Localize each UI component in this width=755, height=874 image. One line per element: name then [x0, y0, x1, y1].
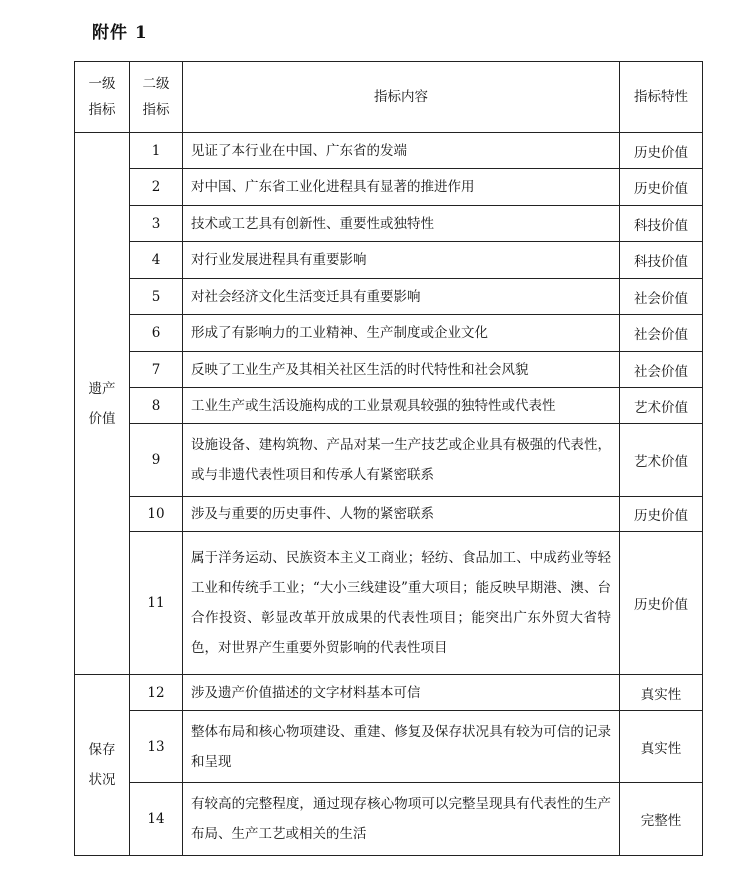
row-content: 形成了有影响力的工业精神、生产制度或企业文化 — [183, 315, 620, 352]
header-level1: 一级 指标 — [75, 62, 130, 133]
row-content: 属于洋务运动、民族资本主义工商业；轻纺、食品加工、中成药业等轻工业和传统手工业；“大小三线建设”重大项目；能反映早期港、澳、台合作投资、彰显改革开放成果的代表性项目；能突出广东外贸大省特色，对世界产生重要外贸影响的代表性项目 — [183, 532, 620, 675]
row-content: 整体布局和核心物项建设、重建、修复及保存状况具有较为可信的记录和呈现 — [183, 711, 620, 783]
row-content: 工业生产或生活设施构成的工业景观具较强的独特性或代表性 — [183, 388, 620, 424]
row-characteristic: 科技价值 — [620, 242, 703, 279]
table-row — [75, 242, 703, 279]
row-content: 设施设备、建构筑物、产品对某一生产技艺或企业具有极强的代表性，或与非遗代表性项目和传承人有紧密联系 — [183, 424, 620, 497]
row-content: 技术或工艺具有创新性、重要性或独特性 — [183, 206, 620, 242]
row-content: 涉及遗产价值描述的文字材料基本可信 — [183, 675, 620, 711]
table-row — [75, 388, 703, 424]
header-level2: 二级 指标 — [130, 62, 183, 133]
table-row — [75, 783, 703, 856]
row-characteristic: 真实性 — [620, 711, 703, 783]
row-number: 5 — [130, 279, 183, 315]
row-content: 对中国、广东省工业化进程具有显著的推进作用 — [183, 169, 620, 206]
row-number: 9 — [130, 424, 183, 497]
row-characteristic: 艺术价值 — [620, 424, 703, 497]
row-number: 3 — [130, 206, 183, 242]
row-content: 对社会经济文化生活变迁具有重要影响 — [183, 279, 620, 315]
table-row — [75, 279, 703, 315]
row-characteristic: 历史价值 — [620, 133, 703, 169]
table-row — [75, 424, 703, 497]
row-characteristic: 历史价值 — [620, 169, 703, 206]
header-content: 指标内容 — [183, 62, 620, 133]
row-number: 14 — [130, 783, 183, 856]
row-characteristic: 历史价值 — [620, 497, 703, 532]
header-row — [75, 62, 703, 133]
table-row — [75, 675, 703, 711]
row-content: 对行业发展进程具有重要影响 — [183, 242, 620, 279]
evaluation-criteria-table — [74, 61, 703, 856]
row-number: 7 — [130, 352, 183, 388]
table-row — [75, 206, 703, 242]
row-characteristic: 真实性 — [620, 675, 703, 711]
row-characteristic: 社会价值 — [620, 315, 703, 352]
row-characteristic: 社会价值 — [620, 279, 703, 315]
row-characteristic: 完整性 — [620, 783, 703, 856]
row-number: 4 — [130, 242, 183, 279]
row-number: 2 — [130, 169, 183, 206]
group-preservation-status: 保存 状况 — [75, 675, 130, 856]
table-row — [75, 352, 703, 388]
table-row — [75, 711, 703, 783]
row-number: 11 — [130, 532, 183, 675]
table-row — [75, 315, 703, 352]
row-number: 1 — [130, 133, 183, 169]
row-content: 有较高的完整程度，通过现存核心物项可以完整呈现具有代表性的生产布局、生产工艺或相关的生活 — [183, 783, 620, 856]
row-characteristic: 历史价值 — [620, 532, 703, 675]
row-number: 12 — [130, 675, 183, 711]
group-heritage-value: 遗产 价值 — [75, 133, 130, 675]
table-row — [75, 169, 703, 206]
table-row — [75, 532, 703, 675]
table-row — [75, 133, 703, 169]
row-characteristic: 艺术价值 — [620, 388, 703, 424]
table-row — [75, 497, 703, 532]
row-content: 反映了工业生产及其相关社区生活的时代特性和社会风貌 — [183, 352, 620, 388]
row-number: 8 — [130, 388, 183, 424]
attachment-title: 附件 1 — [92, 23, 148, 43]
row-number: 6 — [130, 315, 183, 352]
row-content: 涉及与重要的历史事件、人物的紧密联系 — [183, 497, 620, 532]
row-content: 见证了本行业在中国、广东省的发端 — [183, 133, 620, 169]
row-number: 13 — [130, 711, 183, 783]
header-characteristic: 指标特性 — [620, 62, 703, 133]
row-characteristic: 社会价值 — [620, 352, 703, 388]
row-number: 10 — [130, 497, 183, 532]
row-characteristic: 科技价值 — [620, 206, 703, 242]
